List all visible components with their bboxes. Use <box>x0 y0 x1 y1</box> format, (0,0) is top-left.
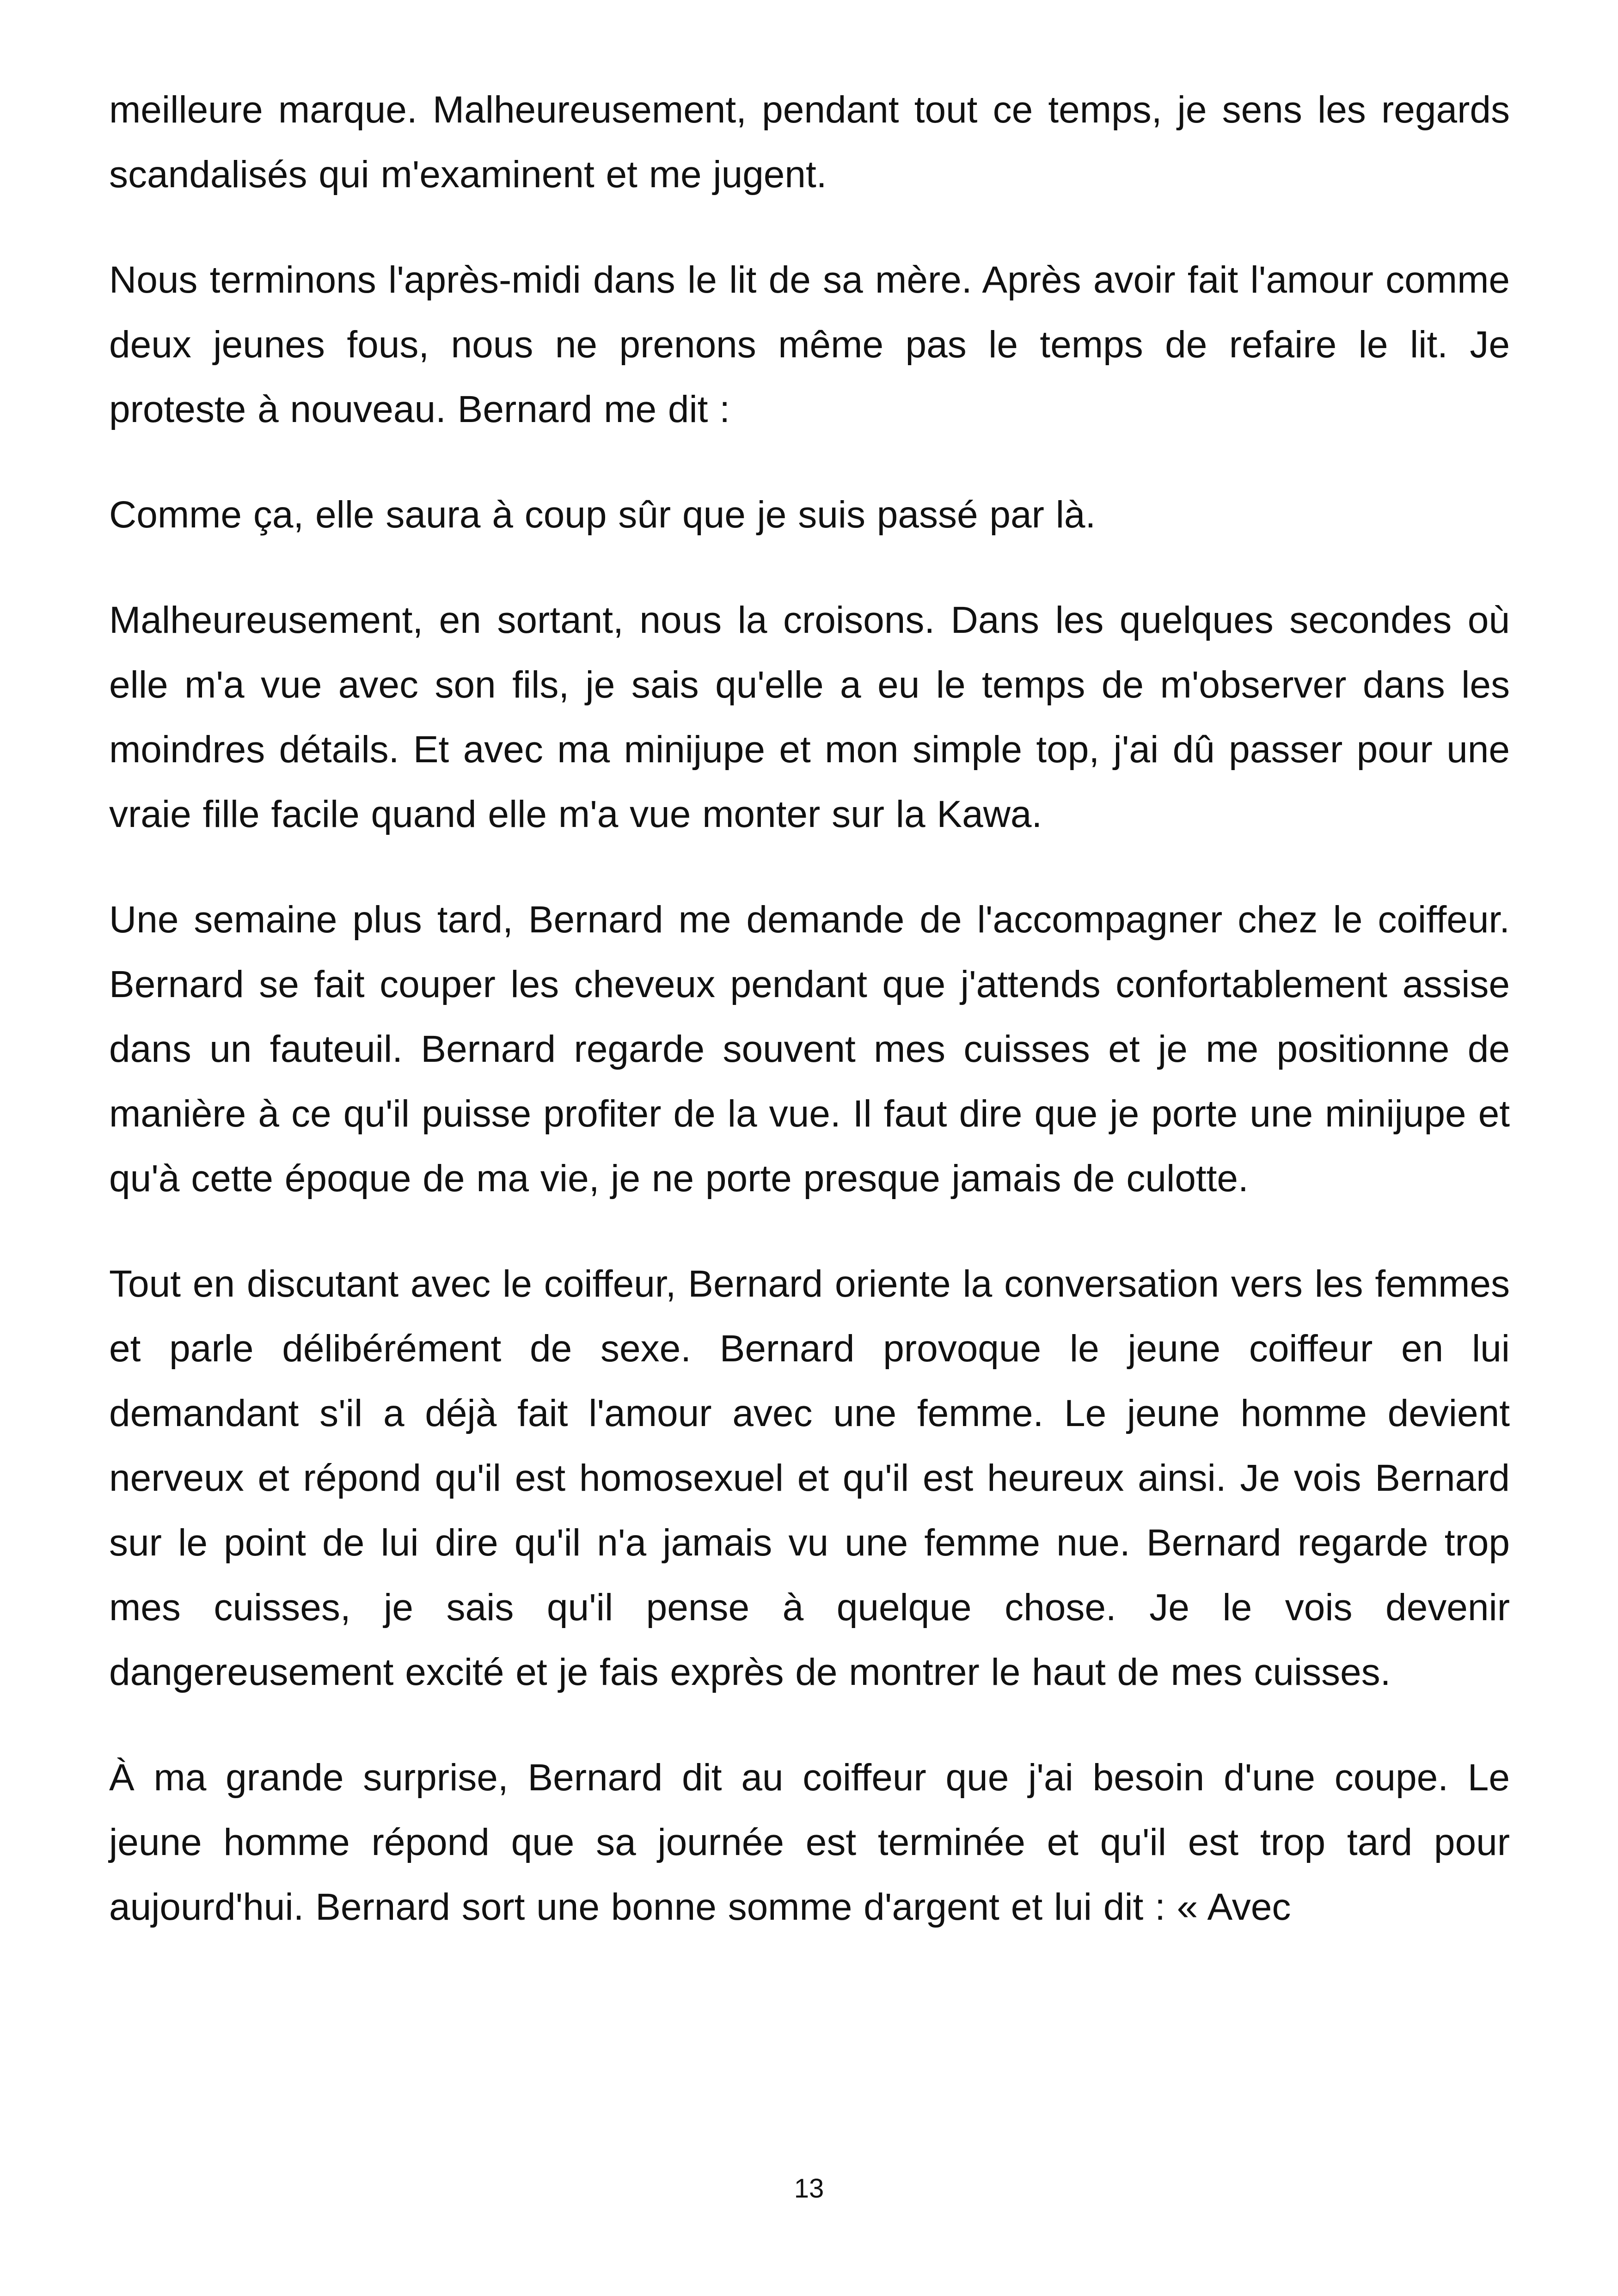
page-number: 13 <box>794 2174 824 2204</box>
paragraph-2: Nous terminons l'après-midi dans le lit de sa mère. Après avoir fait l'amour comme deux jeunes fous, nous ne prenons même pas le temps de refaire le lit. Je proteste à nouveau. Bernard me dit : <box>109 259 1510 430</box>
paragraph-4: Malheureusement, en sortant, nous la croisons. Dans les quelques secondes où elle m'a vue avec son fils, je sais qu'elle a eu le temps de m'observer dans les moindres détails. Et avec ma minijupe et mon simple top, j'ai dû passer pour une vraie fille facile quand elle m'a vue monter sur la Kawa. <box>109 599 1510 835</box>
paragraph-5: Une semaine plus tard, Bernard me demande de l'accompagner chez le coiffeur. Bernard se fait couper les cheveux pendant que j'attends confortablement assise dans un fauteuil. Bernard regarde souvent mes cuisses et je me positionne de manière à ce qu'il puisse profiter de la vue. Il faut dire que je porte une minijupe et qu'à cette époque de ma vie, je ne porte presque jamais de culotte. <box>109 899 1510 1200</box>
paragraph-6: Tout en discutant avec le coiffeur, Bernard oriente la conversation vers les femmes et parle délibérément de sexe. Bernard provoque le jeune coiffeur en lui demandant s'il a déjà fait l'amour avec une femme. Le jeune homme devient nerveux et répond qu'il est homosexuel et qu'il est heureux ainsi. Je vois Bernard sur le point de lui dire qu'il n'a jamais vu une femme nue. Bernard regarde trop mes cuisses, je sais qu'il pense à quelque chose. Je le vois devenir dangereusement excité et je fais exprès de montrer le haut de mes cuisses. <box>109 1263 1510 1693</box>
paragraph-1: meilleure marque. Malheureusement, pendant tout ce temps, je sens les regards scandalisés qui m'examinent et me jugent. <box>109 89 1510 196</box>
body-text <box>109 78 1510 1940</box>
paragraph-7: À ma grande surprise, Bernard dit au coiffeur que j'ai besoin d'une coupe. Le jeune homme répond que sa journée est terminée et qu'il est trop tard pour aujourd'hui. Bernard sort une bonne somme d'argent et lui dit : « Avec <box>109 1757 1510 1928</box>
paragraph-3: Comme ça, elle saura à coup sûr que je suis passé par là. <box>109 494 1096 536</box>
